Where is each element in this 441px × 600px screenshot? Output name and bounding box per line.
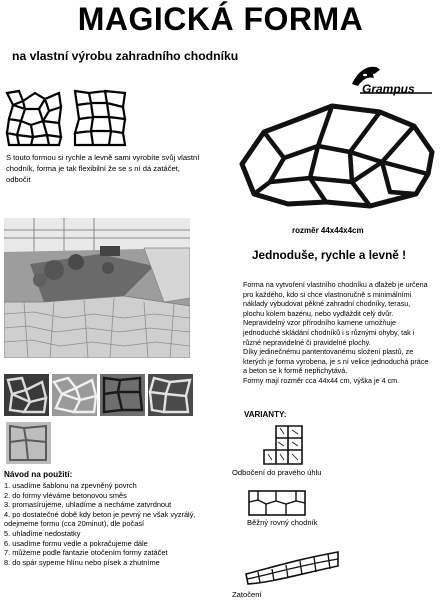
description-paragraph: Díky jedinečnému pantentovanému složení plastů, ze kterých je forma vyrobena, je s ní velice jednoduchá práce a beton se k formě nepřichytává.: [243, 347, 429, 376]
usage-step: 6. usadíme formu vedle a pokračujeme dále: [4, 538, 148, 548]
usage-step: 8. do spár sypeme hlínu nebo písek a zhutníme: [4, 557, 160, 567]
form-photo: [148, 374, 193, 416]
brand-logo-text: Grampus: [362, 82, 415, 96]
usage-step: 2. do formy vléváme betonovou směs: [4, 490, 127, 500]
form-photo: [6, 422, 51, 464]
usage-step: 4. po dostatečné době kdy beton je pevný ne však vyzrálý, odejmeme formu (cca 20minut), dle počasí: [4, 509, 196, 529]
description-paragraph: Forma na vytvoření vlastního chodníku a dlažeb je určena pro každého, kdo si chce vlastnoručně s minimálními náklady vybudovat pěkné zahradní chodníky, terasu, plochu kolem bazénu, nebo vydláždit celý dvůr. Nepravidelný vzor přírodního kamene umožňuje jednoduché skládání chodníků i s různými ohyby, tak i různé nepravidelné či pravidelné plochy.: [243, 280, 428, 347]
form-illustration: [230, 102, 435, 212]
form-photo: [52, 374, 97, 416]
variant-label: Odbočení do pravého úhlu: [232, 468, 322, 477]
product-slogan: Jednoduše, rychle a levně !: [252, 248, 407, 262]
usage-step: 1. usadíme šablonu na zpevněný povrch: [4, 481, 137, 490]
description-paragraph: Formy mají rozměr cca 44x44 cm, výška je 4 cm.: [243, 375, 400, 385]
usage-title: Návod na použití:: [4, 470, 73, 479]
form-thumbnail: [5, 89, 63, 147]
product-size: rozměr 44x44x4cm: [292, 226, 364, 235]
page-title: MAGICKÁ FORMA: [77, 1, 364, 37]
usage-steps: [4, 481, 212, 567]
usage-step: 7. můžeme podle fantazie otočením formy zatáčet: [4, 548, 168, 558]
usage-step: 5. uhladíme nedostatky: [4, 528, 81, 538]
variant-straight-image: [248, 490, 306, 516]
form-photo: [4, 374, 49, 416]
variant-right-angle-image: [262, 424, 304, 466]
intro-text: S touto formou si rychle a levně sami vyrobíte svůj vlastní chodník, forma je tak flexibilní že se s ní dá zatáčet, odbočit: [6, 153, 200, 184]
usage-step: 3. promasírujeme, uhladíme a necháme zatvrdnout: [4, 500, 172, 510]
garden-path-photo: [4, 218, 190, 358]
product-description: [243, 280, 431, 386]
form-photo: [100, 374, 145, 416]
page-subtitle: na vlastní výrobu zahradního chodníku: [12, 49, 239, 63]
variant-curve-image: [244, 548, 340, 586]
variant-label: Zatočení: [232, 590, 262, 599]
variant-label: Běžný rovný chodník: [247, 518, 318, 527]
variants-title: VARIANTY:: [244, 410, 287, 419]
form-thumbnail: [71, 89, 129, 147]
